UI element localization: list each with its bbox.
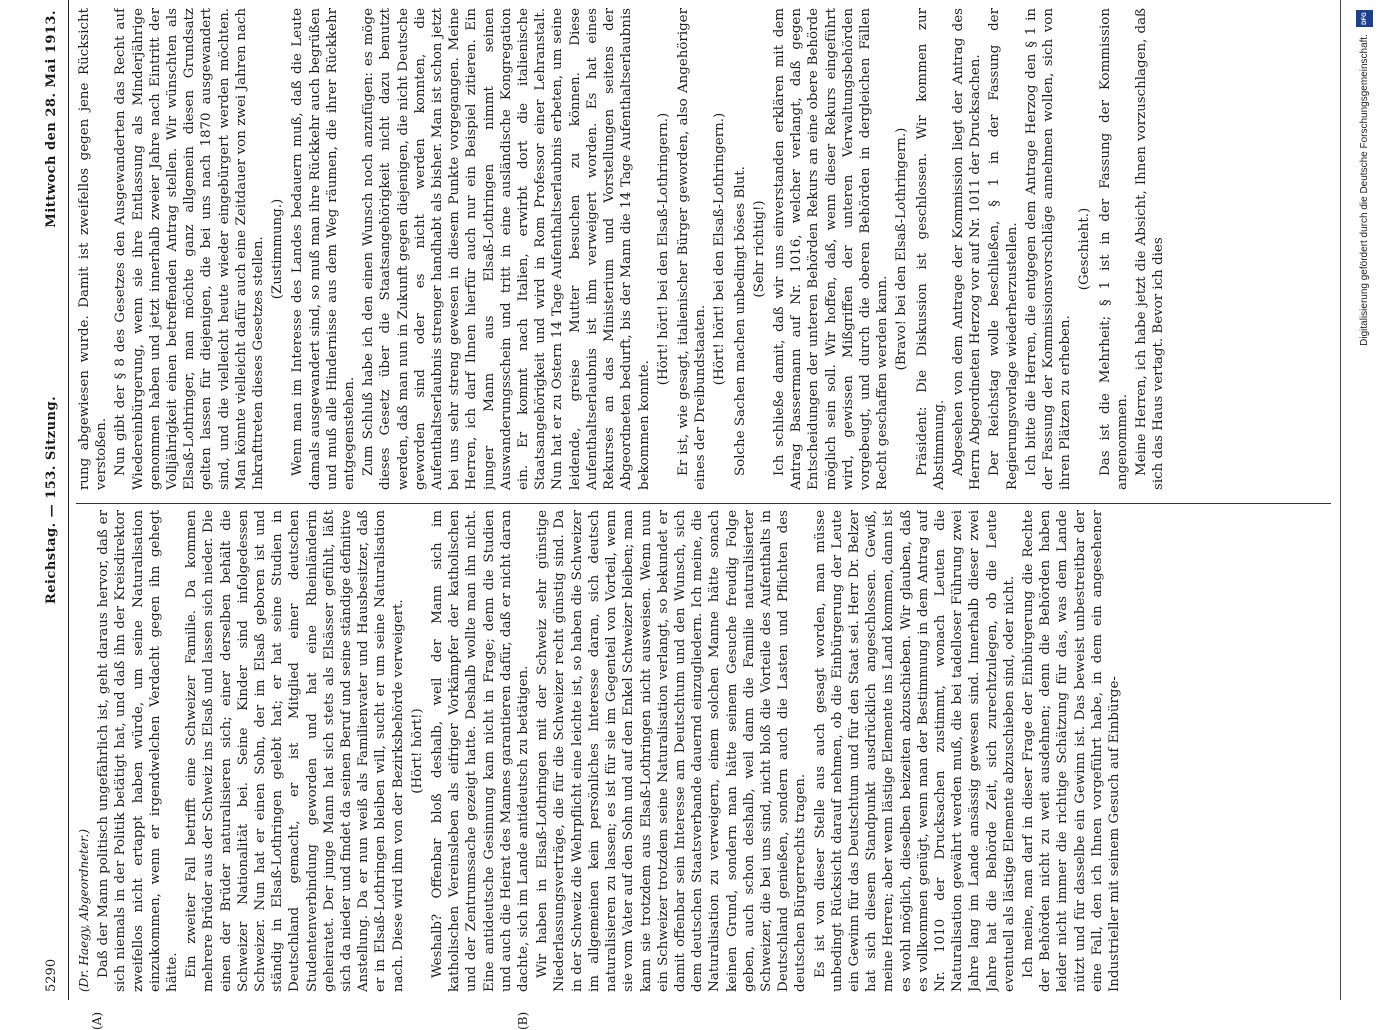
dfg-logo: DFG	[1356, 10, 1373, 27]
right-text-column	[76, 8, 1331, 490]
paragraph: Solche Sachen machen unbedingt böses Blut.	[732, 166, 748, 476]
paragraph: Das ist die Mehrheit; § 1 ist in der Fassung der Kommission angenommen.	[1097, 8, 1130, 490]
interjection: (Sehr richtig!)	[751, 200, 767, 298]
interjection: (Hört! hört! bei den Elsaß-Lothringern.)	[712, 112, 728, 386]
digitization-credit: Digitalisierung gefördert durch die Deutsche Forschungsgemeinschaft.	[1359, 34, 1370, 346]
paragraph: Wir haben in Elsaß-Lothringen mit der Schweiz sehr günstige Niederlassungsverträge, die für die Schweizer recht günstig sind. Da in der Schweiz die Wehrpflicht eine leichte ist, so haben die Schweizer im allgemeinen kein persönliches Interesse daran, sich deutsch naturalisieren zu lassen; es ist für sie im Gegenteil von Vorteil, wenn sie vom Vater auf den Sohn und auf den Enkel Schweizer bleiben; man kann sie trotzdem aus Elsaß-Lothringen nicht ausweisen. Wenn nun ein Schweizer trotzdem seine Naturalisation verlangt, so bekundet er damit offenbar sein Interesse am Deutschtum und den Wunsch, sich dem deutschen Staatsverbande dauernd einzugliedern. Ich meine, die Naturalisation zu verweigern, einem solchen Manne hätte sonach keinen Grund, sondern man hätte seinem Gesuche freudig Folge geben, auch schon deshalb, weil dann die Familie naturalisierter Schweizer, die bei uns sind, nicht bloß die Vorteile des Aufenthalts in Deutschland genießen, sondern auch die Lasten und Pflichten des deutschen Bürgerrechts tragen.	[535, 510, 809, 992]
paragraph: Weshalb? Offenbar bloß deshalb, weil der Mann sich im katholischen Vereinsleben als eifriger Vorkämpfer der katholischen und der Zentrumssache gezeigt hatte. Deshalb wollte man ihn nicht. Eine antideutsche Gesinnung kam nicht in Frage; denn die Studien und auch die Heirat des Mannes garantieren dafür, daß er nicht daran dachte, sich im Lande antideutsch zu betätigen.	[430, 510, 532, 992]
paragraph: Präsident: Die Diskussion ist geschlossen. Wir kommen zur Abstimmung.	[914, 8, 947, 490]
interjection: (Zustimmung.)	[270, 198, 286, 300]
interjection: (Geschieht.)	[1077, 207, 1093, 291]
header-rule	[68, 0, 69, 1000]
paragraph: Ich schließe damit, daß wir uns einverstanden erklären mit dem Antrag Bassermann auf Nr. 1016, welcher verlangt, daß gegen Entscheidungen der unteren Behörden Rekurs an eine obere Behörde möglich sein soll. Wir hoffen, daß, wenn dieser Rekurs eingeführt wird, gewissen Mißgriffen der unteren Verwaltungsbehörden vorgebeugt, und durch die oberen Behörden in dergleichen Fällen Recht geschaffen werden kann.	[771, 8, 891, 490]
paragraph: Daß der Mann politisch ungefährlich ist, geht daraus hervor, daß er sich niemals in der Politik betätigt hat, und daß ihn der Kreisdirektor zweifellos nicht ertappt haben würde, um seine Naturalisation einzukommen, wenn er irgendwelchen Verdacht gegen ihn gehegt hätte.	[96, 510, 181, 992]
paragraph: Ich meine, man darf in dieser Frage der Einbürgerung die Rechte der Behörden nicht zu weit ausdehnen; denn die Behörden haben leider nicht immer die richtige Schätzung für das, was dem Lande nützt und für dasselbe ein Gewinn ist. Das beweist unbestreitbar der eine Fall, den ich Ihnen vorgeführt habe, in dem ein angesehener Industrieller mit seinem Gesuch auf Einbürge-	[1020, 510, 1122, 992]
margin-marker-b: (B)	[516, 1011, 530, 1030]
left-text-column	[76, 510, 1331, 992]
interjection: (Hört! hört!)	[409, 708, 425, 794]
paragraph: Abgesehen von dem Antrage der Kommission liegt der Antrag des Herrn Abgeordneten Herzog vor auf Nr. 1011 der Drucksachen.	[950, 8, 984, 490]
session-title: Reichstag. — 153. Sitzung.	[44, 395, 59, 605]
document-page	[38, 0, 1348, 1030]
paragraph: Meine Herren, ich habe jetzt die Absicht, Ihnen vorzuschlagen, daß sich das Haus vertagt. Bevor ich dies	[1133, 8, 1167, 490]
session-date: Mittwoch den 28. Mai 1913.	[44, 10, 59, 228]
paragraph: Zum Schluß habe ich den einen Wunsch noch anzufügen: es möge dieses Gesetz über die Staatsangehörigkeit nicht dazu benutzt werden, daß man nun in Zukunft gegen diejenigen, die nicht Deutsche geworden sind oder es nicht werden konnten, die Aufenthaltserlaubnis strenger handhabt als bisher. Man ist schon jetzt bei uns sehr streng gewesen in diesem Punkte vorgegangen. Meine Herren, ich darf Ihnen hierfür auch nur ein Beispiel zitieren. Ein junger Mann aus Elsaß-Lothringen nimmt seinen Auswanderungsschein und tritt in eine ausländische Kongregation ein. Er kommt nach Italien, erwirbt dort die italienische Staatsangehörigkeit und wird in Rom Professor einer Lehranstalt. Nun hat er zu Ostern 14 Tage Aufenthaltserlaubnis erbeten, um seine leidende, greise Mutter besuchen zu können. Diese Aufenthaltserlaubnis ist ihm verweigert worden. Es hat eines Rekurses an das Ministerium und Vorstellungen seitens der Abgeordneten bedurft, bis der Mann die 14 Tage Aufenthaltserlaubnis bekommen konnte.	[361, 8, 652, 490]
digitization-sidebar	[1352, 4, 1378, 996]
paragraph: Es ist von dieser Stelle aus auch gesagt worden, man müsse unbedingt Rücksicht darauf nehmen, ob die Einbürgerung der Leute ein Gewinn für das Deutschtum und für den Staat sei. Herr Dr. Belzer hat sich diesem Standpunkt ausdrücklich angeschlossen. Gewiß, meine Herren; aber wenn lästige Elemente ins Land kommen, dann ist es wohl möglich, dieselben beizeiten abzuschieben. Wir glauben, daß es vollkommen genügt, wenn man der Bestimmung in dem Antrag auf Nr. 1010 der Drucksachen zustimmt, wonach Leuten die Naturalisation gewährt werden muß, die bei tadelloser Führung zwei Jahre lang im Lande ansässig gewesen sind. Innerhalb dieser zwei Jahre hat die Behörde Zeit, sich zurechtzulegen, ob die Leute eventuell als lästige Elemente abzuschieben sind, oder nicht.	[812, 510, 1017, 992]
speaker-line: (Dr. Haegy, Abgeordneter.)	[77, 828, 91, 992]
page-number: 5290	[44, 958, 59, 992]
paragraph: Nun gibt der § 8 des Gesetzes den Ausgewanderten das Recht auf Wiedereinbürgerung, wenn sie ihre Entlassung als Minderjährige genommen haben und jetzt innerhalb zweier Jahre nach Eintritt der Volljährigkeit einen betreffenden Antrag stellen. Wir wünschten als Elsaß-Lothringer, man möchte ganz allgemein diesen Grundsatz gelten lassen für diejenigen, die bei uns nach 1870 ausgewandert sind, und die vielleicht heute wieder eingebürgert werden möchten. Man könnte vielleicht dafür auch eine Zeitdauer von zwei Jahren nach Inkrafttreten dieses Gesetzes stellen.	[113, 8, 267, 490]
paragraph: Der Reichstag wolle beschließen, § 1 in der Fassung der Regierungsvorlage wiederherzustellen.	[987, 8, 1020, 490]
interjection: (Bravo! bei den Elsaß-Lothringern.)	[894, 127, 910, 371]
footer-rule	[1340, 0, 1341, 1000]
column-separator	[76, 503, 1331, 504]
paragraph: Er ist, wie gesagt, italienischer Bürger geworden, also Angehöriger eines der Dreibundstaaten.	[675, 8, 709, 490]
page-header	[38, 0, 68, 1000]
paragraph: Ein zweiter Fall betrifft eine Schweizer Familie. Da kommen mehrere Brüder aus der Schweiz ins Elsaß und lassen sich nieder. Die einen der Brüder naturalisieren sich; einer derselben behält die Schweizer Nationalität bei. Seine Kinder sind infolgedessen Schweizer. Nun hat er einen Sohn, der im Elsaß geboren ist und ständig in Elsaß-Lothringen gelebt hat; er hat seine Studien in Deutschland gemacht, er ist Mitglied einer deutschen Studentenverbindung geworden und hat eine Rheinländerin geheiratet. Der junge Mann hat sich stets als Elsässer gefühlt, läßt sich da nieder und findet da seinen Beruf und seine ständige definitive Anstellung. Da er nun weiß als Familienvater und Hausbesitzer, daß er in Elsaß-Lothringen bleiben will, sucht er um seine Naturalisation nach. Diese wird ihm von der Bezirksbehörde verweigert.	[184, 510, 406, 992]
paragraph: Wenn man im Interesse des Landes bedauern muß, daß die Leute damals ausgewandert sind, so muß man ihre Rückkehr auch begrüßen und muß alle Hindernisse aus dem Weg räumen, die ihrer Rückkehr entgegenstehen.	[290, 8, 358, 490]
margin-marker-a: (A)	[90, 1011, 104, 1030]
paragraph: Ich bitte die Herren, die entgegen dem Antrage Herzog den § 1 in der Fassung der Kommissionsvorschläge annehmen wollen, sich von ihren Plätzen zu erheben.	[1023, 8, 1074, 490]
interjection: (Hört! hört! bei den Elsaß-Lothringern.)	[655, 112, 671, 386]
paragraph: rung abgewiesen wurde. Damit ist zweifellos gegen jene Rücksicht verstoßen.	[77, 8, 110, 490]
